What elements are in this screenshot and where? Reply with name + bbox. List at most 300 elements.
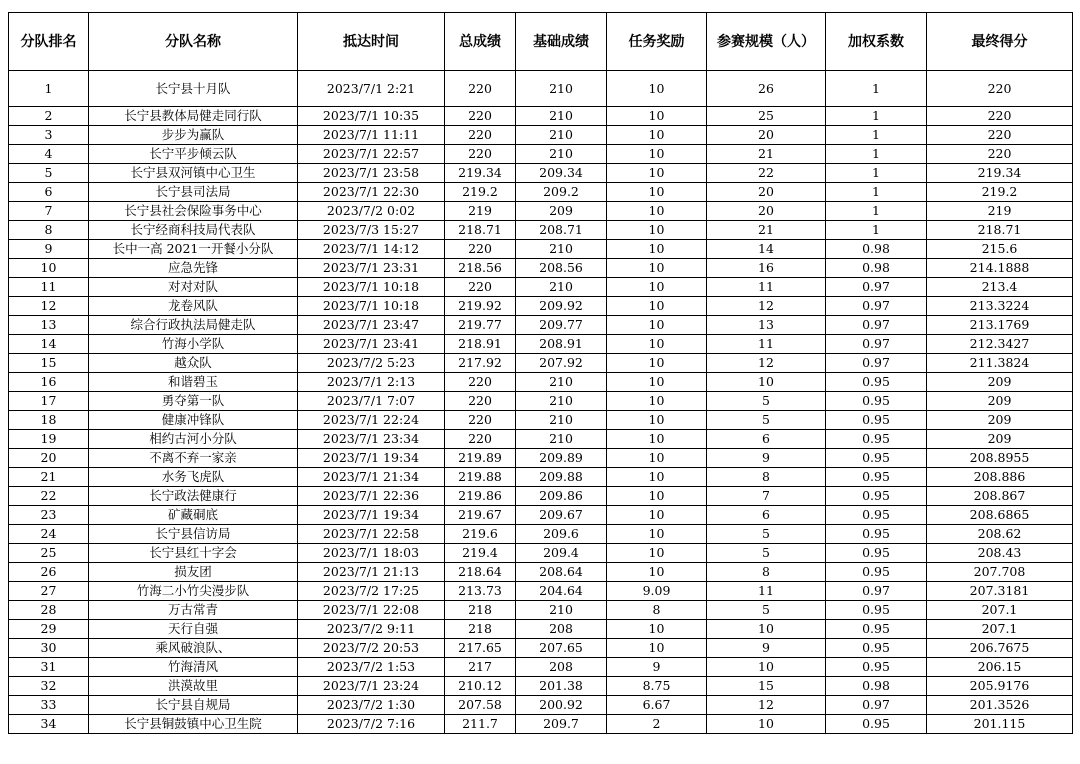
cell-base-score: 208 [516, 658, 607, 677]
cell-total-score: 219.4 [445, 544, 516, 563]
cell-arrival-time: 2023/7/1 10:35 [298, 107, 445, 126]
cell-final-score: 220 [927, 145, 1073, 164]
cell-final-score: 207.1 [927, 620, 1073, 639]
cell-team-name: 竹海小学队 [89, 335, 298, 354]
cell-base-score: 210 [516, 240, 607, 259]
header-arrival-time: 抵达时间 [298, 13, 445, 71]
cell-task-reward: 10 [607, 145, 707, 164]
cell-team-size: 7 [707, 487, 826, 506]
cell-rank: 23 [9, 506, 89, 525]
cell-total-score: 217.92 [445, 354, 516, 373]
cell-total-score: 219.6 [445, 525, 516, 544]
header-weight: 加权系数 [826, 13, 927, 71]
cell-rank: 34 [9, 715, 89, 734]
cell-rank: 17 [9, 392, 89, 411]
cell-arrival-time: 2023/7/2 1:30 [298, 696, 445, 715]
cell-weight: 0.97 [826, 582, 927, 601]
cell-final-score: 213.1769 [927, 316, 1073, 335]
cell-task-reward: 10 [607, 107, 707, 126]
cell-weight: 0.95 [826, 430, 927, 449]
cell-task-reward: 10 [607, 392, 707, 411]
cell-task-reward: 10 [607, 487, 707, 506]
cell-base-score: 208.56 [516, 259, 607, 278]
cell-task-reward: 10 [607, 259, 707, 278]
cell-total-score: 220 [445, 430, 516, 449]
cell-base-score: 210 [516, 278, 607, 297]
cell-weight: 0.95 [826, 658, 927, 677]
cell-team-size: 5 [707, 601, 826, 620]
cell-team-size: 5 [707, 525, 826, 544]
header-task-reward: 任务奖励 [607, 13, 707, 71]
cell-team-name: 应急先锋 [89, 259, 298, 278]
cell-team-name: 长宁县教体局健走同行队 [89, 107, 298, 126]
table-row [9, 202, 1073, 221]
cell-base-score: 209.86 [516, 487, 607, 506]
table-body [9, 71, 1073, 734]
table-row [9, 658, 1073, 677]
cell-rank: 18 [9, 411, 89, 430]
cell-rank: 3 [9, 126, 89, 145]
cell-final-score: 208.62 [927, 525, 1073, 544]
table-row [9, 487, 1073, 506]
cell-arrival-time: 2023/7/1 23:41 [298, 335, 445, 354]
cell-task-reward: 6.67 [607, 696, 707, 715]
cell-final-score: 215.6 [927, 240, 1073, 259]
cell-team-name: 天行自强 [89, 620, 298, 639]
cell-team-name: 长中一高 2021一开餐小分队 [89, 240, 298, 259]
cell-weight: 0.97 [826, 335, 927, 354]
cell-team-name: 竹海二小竹尖漫步队 [89, 582, 298, 601]
cell-team-size: 10 [707, 715, 826, 734]
cell-arrival-time: 2023/7/2 20:53 [298, 639, 445, 658]
cell-arrival-time: 2023/7/1 21:13 [298, 563, 445, 582]
cell-total-score: 220 [445, 107, 516, 126]
cell-team-name: 步步为赢队 [89, 126, 298, 145]
cell-base-score: 209.77 [516, 316, 607, 335]
cell-final-score: 207.708 [927, 563, 1073, 582]
cell-task-reward: 10 [607, 221, 707, 240]
table-row [9, 506, 1073, 525]
table-row [9, 373, 1073, 392]
cell-arrival-time: 2023/7/1 2:13 [298, 373, 445, 392]
cell-team-name: 洪漠故里 [89, 677, 298, 696]
cell-rank: 4 [9, 145, 89, 164]
cell-total-score: 218.91 [445, 335, 516, 354]
cell-total-score: 218.64 [445, 563, 516, 582]
cell-team-size: 8 [707, 468, 826, 487]
cell-arrival-time: 2023/7/1 22:30 [298, 183, 445, 202]
table-row [9, 240, 1073, 259]
cell-final-score: 220 [927, 107, 1073, 126]
cell-team-size: 20 [707, 202, 826, 221]
cell-weight: 0.95 [826, 487, 927, 506]
cell-base-score: 209.89 [516, 449, 607, 468]
cell-task-reward: 10 [607, 164, 707, 183]
cell-team-name: 长宁经商科技局代表队 [89, 221, 298, 240]
cell-final-score: 201.3526 [927, 696, 1073, 715]
table-row [9, 601, 1073, 620]
cell-team-size: 11 [707, 335, 826, 354]
table-row [9, 392, 1073, 411]
cell-total-score: 220 [445, 240, 516, 259]
cell-base-score: 208.71 [516, 221, 607, 240]
table-row [9, 468, 1073, 487]
cell-total-score: 218 [445, 620, 516, 639]
cell-team-size: 20 [707, 126, 826, 145]
cell-base-score: 210 [516, 107, 607, 126]
cell-arrival-time: 2023/7/1 22:24 [298, 411, 445, 430]
cell-weight: 0.97 [826, 297, 927, 316]
cell-team-size: 21 [707, 221, 826, 240]
cell-task-reward: 10 [607, 354, 707, 373]
cell-final-score: 212.3427 [927, 335, 1073, 354]
cell-team-size: 16 [707, 259, 826, 278]
cell-team-name: 健康冲锋队 [89, 411, 298, 430]
header-team-size: 参赛规模（人） [707, 13, 826, 71]
cell-arrival-time: 2023/7/2 1:53 [298, 658, 445, 677]
cell-task-reward: 9 [607, 658, 707, 677]
cell-base-score: 209.34 [516, 164, 607, 183]
table-row [9, 145, 1073, 164]
header-final-score: 最终得分 [927, 13, 1073, 71]
cell-rank: 16 [9, 373, 89, 392]
cell-base-score: 209.6 [516, 525, 607, 544]
cell-final-score: 214.1888 [927, 259, 1073, 278]
cell-rank: 2 [9, 107, 89, 126]
cell-task-reward: 10 [607, 202, 707, 221]
cell-arrival-time: 2023/7/1 23:58 [298, 164, 445, 183]
cell-task-reward: 10 [607, 430, 707, 449]
cell-rank: 9 [9, 240, 89, 259]
cell-arrival-time: 2023/7/1 23:47 [298, 316, 445, 335]
cell-team-size: 12 [707, 696, 826, 715]
cell-rank: 25 [9, 544, 89, 563]
cell-final-score: 206.15 [927, 658, 1073, 677]
cell-rank: 11 [9, 278, 89, 297]
cell-weight: 0.98 [826, 259, 927, 278]
cell-task-reward: 10 [607, 411, 707, 430]
cell-rank: 14 [9, 335, 89, 354]
results-table-container [8, 12, 1073, 734]
cell-base-score: 207.65 [516, 639, 607, 658]
cell-team-name: 损友团 [89, 563, 298, 582]
cell-total-score: 219 [445, 202, 516, 221]
cell-total-score: 218.71 [445, 221, 516, 240]
cell-final-score: 209 [927, 392, 1073, 411]
table-row [9, 316, 1073, 335]
cell-arrival-time: 2023/7/1 23:34 [298, 430, 445, 449]
cell-final-score: 213.4 [927, 278, 1073, 297]
cell-task-reward: 10 [607, 373, 707, 392]
cell-total-score: 207.58 [445, 696, 516, 715]
cell-team-name: 长宁县自规局 [89, 696, 298, 715]
cell-task-reward: 10 [607, 240, 707, 259]
cell-task-reward: 8.75 [607, 677, 707, 696]
cell-task-reward: 2 [607, 715, 707, 734]
cell-total-score: 219.89 [445, 449, 516, 468]
cell-weight: 1 [826, 107, 927, 126]
cell-weight: 1 [826, 202, 927, 221]
cell-rank: 19 [9, 430, 89, 449]
cell-task-reward: 10 [607, 126, 707, 145]
header-rank: 分队排名 [9, 13, 89, 71]
cell-base-score: 207.92 [516, 354, 607, 373]
cell-weight: 0.98 [826, 677, 927, 696]
cell-rank: 27 [9, 582, 89, 601]
cell-team-name: 长宁平步倾云队 [89, 145, 298, 164]
cell-total-score: 220 [445, 145, 516, 164]
cell-task-reward: 10 [607, 335, 707, 354]
table-row [9, 544, 1073, 563]
table-row [9, 107, 1073, 126]
cell-base-score: 209.4 [516, 544, 607, 563]
cell-arrival-time: 2023/7/1 19:34 [298, 506, 445, 525]
cell-team-size: 6 [707, 506, 826, 525]
table-row [9, 259, 1073, 278]
cell-arrival-time: 2023/7/1 10:18 [298, 278, 445, 297]
cell-arrival-time: 2023/7/3 15:27 [298, 221, 445, 240]
cell-weight: 0.97 [826, 696, 927, 715]
cell-team-name: 长宁县社会保险事务中心 [89, 202, 298, 221]
cell-base-score: 201.38 [516, 677, 607, 696]
cell-team-size: 13 [707, 316, 826, 335]
cell-rank: 21 [9, 468, 89, 487]
cell-total-score: 219.77 [445, 316, 516, 335]
cell-arrival-time: 2023/7/2 5:23 [298, 354, 445, 373]
cell-weight: 0.95 [826, 506, 927, 525]
cell-team-name: 综合行政执法局健走队 [89, 316, 298, 335]
cell-arrival-time: 2023/7/1 2:21 [298, 71, 445, 107]
cell-team-size: 9 [707, 449, 826, 468]
cell-final-score: 208.43 [927, 544, 1073, 563]
cell-arrival-time: 2023/7/1 22:08 [298, 601, 445, 620]
cell-weight: 0.97 [826, 316, 927, 335]
cell-task-reward: 10 [607, 544, 707, 563]
table-row [9, 297, 1073, 316]
cell-team-size: 12 [707, 354, 826, 373]
cell-team-name: 水务飞虎队 [89, 468, 298, 487]
cell-total-score: 220 [445, 71, 516, 107]
table-row [9, 715, 1073, 734]
cell-task-reward: 10 [607, 278, 707, 297]
cell-rank: 15 [9, 354, 89, 373]
table-row [9, 221, 1073, 240]
cell-base-score: 209.92 [516, 297, 607, 316]
cell-team-name: 越众队 [89, 354, 298, 373]
cell-total-score: 220 [445, 373, 516, 392]
cell-weight: 1 [826, 145, 927, 164]
table-row [9, 449, 1073, 468]
cell-weight: 0.95 [826, 373, 927, 392]
cell-task-reward: 8 [607, 601, 707, 620]
cell-team-name: 长宁县红十字会 [89, 544, 298, 563]
cell-final-score: 218.71 [927, 221, 1073, 240]
cell-base-score: 210 [516, 126, 607, 145]
cell-total-score: 220 [445, 126, 516, 145]
cell-final-score: 208.8955 [927, 449, 1073, 468]
cell-final-score: 219.2 [927, 183, 1073, 202]
cell-final-score: 209 [927, 411, 1073, 430]
cell-base-score: 209.7 [516, 715, 607, 734]
cell-team-name: 竹海清风 [89, 658, 298, 677]
cell-weight: 0.95 [826, 639, 927, 658]
cell-arrival-time: 2023/7/1 23:31 [298, 259, 445, 278]
cell-team-size: 5 [707, 411, 826, 430]
cell-team-size: 8 [707, 563, 826, 582]
cell-final-score: 209 [927, 373, 1073, 392]
cell-team-name: 龙卷风队 [89, 297, 298, 316]
cell-arrival-time: 2023/7/1 22:57 [298, 145, 445, 164]
cell-base-score: 210 [516, 411, 607, 430]
cell-base-score: 210 [516, 430, 607, 449]
cell-base-score: 210 [516, 601, 607, 620]
cell-final-score: 220 [927, 71, 1073, 107]
table-row [9, 411, 1073, 430]
cell-base-score: 210 [516, 373, 607, 392]
cell-final-score: 211.3824 [927, 354, 1073, 373]
cell-team-size: 25 [707, 107, 826, 126]
cell-base-score: 209.67 [516, 506, 607, 525]
cell-rank: 8 [9, 221, 89, 240]
cell-total-score: 219.67 [445, 506, 516, 525]
cell-final-score: 213.3224 [927, 297, 1073, 316]
cell-final-score: 220 [927, 126, 1073, 145]
cell-team-size: 21 [707, 145, 826, 164]
cell-total-score: 211.7 [445, 715, 516, 734]
cell-final-score: 219 [927, 202, 1073, 221]
cell-base-score: 210 [516, 392, 607, 411]
cell-rank: 6 [9, 183, 89, 202]
cell-rank: 28 [9, 601, 89, 620]
table-row [9, 430, 1073, 449]
cell-rank: 10 [9, 259, 89, 278]
cell-rank: 22 [9, 487, 89, 506]
cell-total-score: 219.34 [445, 164, 516, 183]
cell-rank: 31 [9, 658, 89, 677]
cell-task-reward: 10 [607, 525, 707, 544]
header-team-name: 分队名称 [89, 13, 298, 71]
cell-final-score: 208.867 [927, 487, 1073, 506]
cell-team-name: 相约古河小分队 [89, 430, 298, 449]
cell-arrival-time: 2023/7/1 14:12 [298, 240, 445, 259]
cell-weight: 0.95 [826, 411, 927, 430]
cell-weight: 0.95 [826, 392, 927, 411]
cell-total-score: 218 [445, 601, 516, 620]
cell-team-name: 长宁县双河镇中心卫生 [89, 164, 298, 183]
cell-rank: 13 [9, 316, 89, 335]
cell-total-score: 220 [445, 278, 516, 297]
cell-arrival-time: 2023/7/1 23:24 [298, 677, 445, 696]
cell-weight: 0.95 [826, 715, 927, 734]
cell-arrival-time: 2023/7/1 7:07 [298, 392, 445, 411]
cell-rank: 12 [9, 297, 89, 316]
cell-total-score: 220 [445, 411, 516, 430]
cell-rank: 32 [9, 677, 89, 696]
cell-team-size: 11 [707, 582, 826, 601]
cell-team-size: 6 [707, 430, 826, 449]
cell-final-score: 207.3181 [927, 582, 1073, 601]
cell-rank: 7 [9, 202, 89, 221]
cell-team-size: 12 [707, 297, 826, 316]
cell-final-score: 208.6865 [927, 506, 1073, 525]
cell-team-name: 矿藏硐底 [89, 506, 298, 525]
cell-base-score: 208 [516, 620, 607, 639]
cell-final-score: 219.34 [927, 164, 1073, 183]
cell-total-score: 219.92 [445, 297, 516, 316]
cell-weight: 0.97 [826, 278, 927, 297]
cell-team-name: 长宁县信访局 [89, 525, 298, 544]
header-row [9, 13, 1073, 71]
results-table [8, 12, 1073, 734]
cell-rank: 24 [9, 525, 89, 544]
cell-final-score: 209 [927, 430, 1073, 449]
cell-final-score: 207.1 [927, 601, 1073, 620]
cell-arrival-time: 2023/7/2 17:25 [298, 582, 445, 601]
cell-team-name: 对对对队 [89, 278, 298, 297]
table-row [9, 278, 1073, 297]
cell-base-score: 208.64 [516, 563, 607, 582]
cell-arrival-time: 2023/7/1 11:11 [298, 126, 445, 145]
table-row [9, 620, 1073, 639]
cell-task-reward: 10 [607, 639, 707, 658]
cell-team-name: 乘风破浪队、 [89, 639, 298, 658]
cell-team-size: 10 [707, 658, 826, 677]
cell-weight: 0.97 [826, 354, 927, 373]
cell-task-reward: 10 [607, 297, 707, 316]
cell-base-score: 208.91 [516, 335, 607, 354]
cell-base-score: 204.64 [516, 582, 607, 601]
cell-base-score: 210 [516, 145, 607, 164]
cell-arrival-time: 2023/7/1 18:03 [298, 544, 445, 563]
cell-final-score: 201.115 [927, 715, 1073, 734]
cell-arrival-time: 2023/7/2 7:16 [298, 715, 445, 734]
cell-rank: 20 [9, 449, 89, 468]
cell-team-name: 万古常青 [89, 601, 298, 620]
cell-total-score: 219.88 [445, 468, 516, 487]
cell-task-reward: 10 [607, 183, 707, 202]
cell-team-size: 14 [707, 240, 826, 259]
cell-task-reward: 10 [607, 506, 707, 525]
table-row [9, 183, 1073, 202]
cell-task-reward: 10 [607, 620, 707, 639]
cell-total-score: 219.86 [445, 487, 516, 506]
table-row [9, 696, 1073, 715]
cell-team-size: 9 [707, 639, 826, 658]
table-row [9, 354, 1073, 373]
cell-total-score: 217.65 [445, 639, 516, 658]
cell-total-score: 217 [445, 658, 516, 677]
cell-rank: 29 [9, 620, 89, 639]
cell-task-reward: 10 [607, 449, 707, 468]
cell-rank: 26 [9, 563, 89, 582]
cell-team-name: 不离不弃一家亲 [89, 449, 298, 468]
cell-rank: 5 [9, 164, 89, 183]
table-row [9, 126, 1073, 145]
cell-base-score: 200.92 [516, 696, 607, 715]
cell-task-reward: 9.09 [607, 582, 707, 601]
cell-arrival-time: 2023/7/2 9:11 [298, 620, 445, 639]
cell-task-reward: 10 [607, 71, 707, 107]
cell-team-name: 和谐碧玉 [89, 373, 298, 392]
table-row [9, 164, 1073, 183]
cell-weight: 0.95 [826, 468, 927, 487]
table-row [9, 677, 1073, 696]
table-row [9, 639, 1073, 658]
cell-team-size: 26 [707, 71, 826, 107]
cell-team-name: 长宁县铜鼓镇中心卫生院 [89, 715, 298, 734]
cell-final-score: 205.9176 [927, 677, 1073, 696]
cell-base-score: 210 [516, 71, 607, 107]
